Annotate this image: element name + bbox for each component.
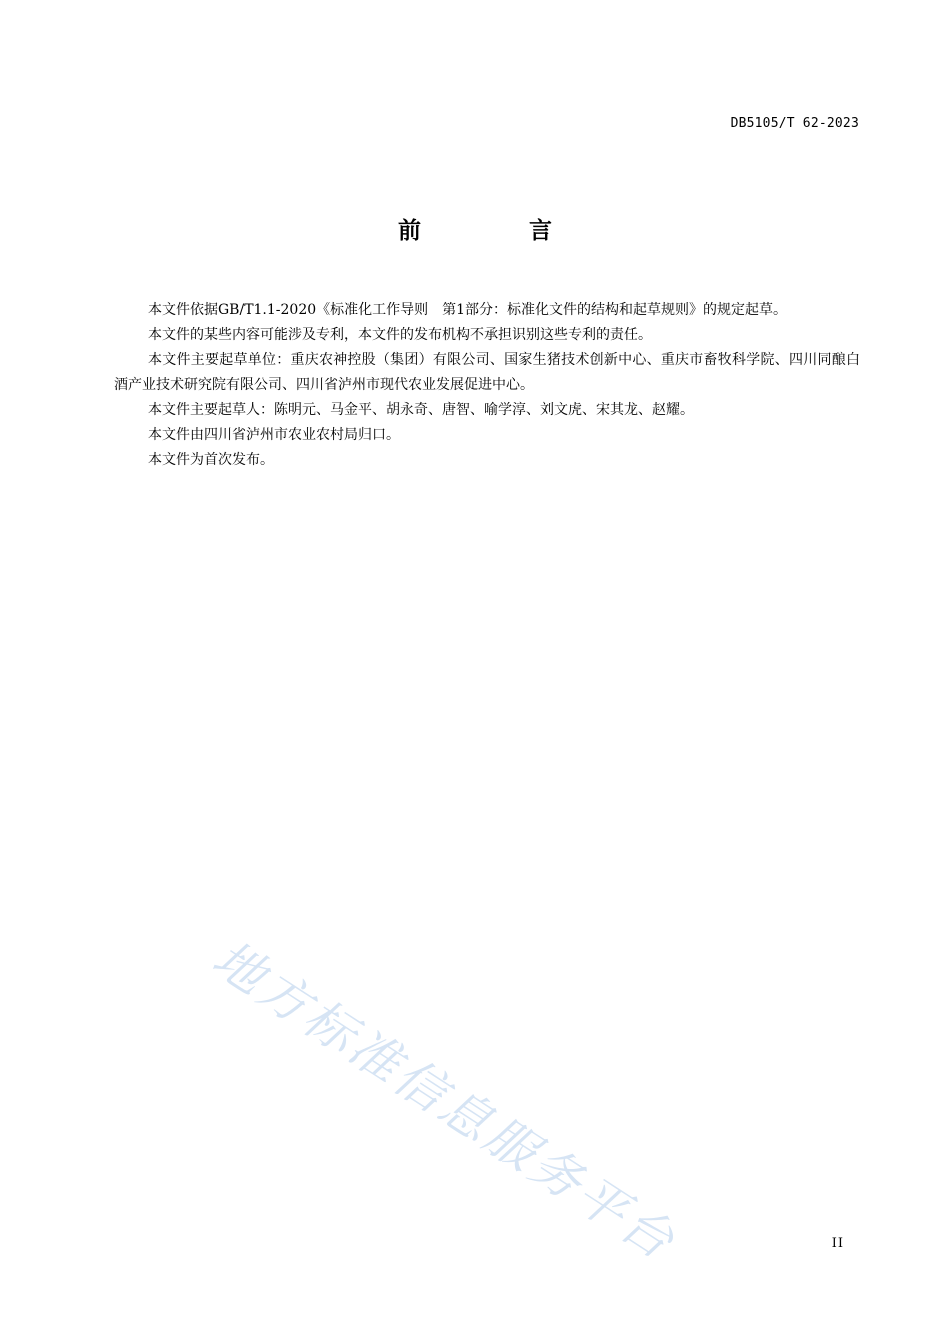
paragraph-patent: 本文件的某些内容可能涉及专利，本文件的发布机构不承担识别这些专利的责任。 [148,327,652,343]
watermark-text: 地方标准信息服务平台 [202,929,687,1272]
paragraph-first-release: 本文件为首次发布。 [148,452,274,468]
paragraph-drafters: 本文件主要起草人：陈明元、马金平、胡永奇、唐智、喻学淳、刘文虎、宋其龙、赵耀。 [148,402,694,418]
foreword-body [114,298,860,473]
document-code: DB5105/T 62-2023 [730,116,859,131]
page-number: II [831,1236,844,1251]
page-title: 前 言 [397,218,602,244]
paragraph-centralized: 本文件由四川省泸州市农业农村局归口。 [148,427,400,443]
paragraph-basis: 本文件依据GB/T1.1-2020《标准化工作导则 第1部分：标准化文件的结构和起草规则》的规定起草。 [148,302,788,318]
paragraph-drafting-units: 本文件主要起草单位：重庆农神控股（集团）有限公司、国家生猪技术创新中心、重庆市畜牧科学院、四川同酿白酒产业技术研究院有限公司、四川省泸州市现代农业发展促进中心。 [114,352,860,393]
